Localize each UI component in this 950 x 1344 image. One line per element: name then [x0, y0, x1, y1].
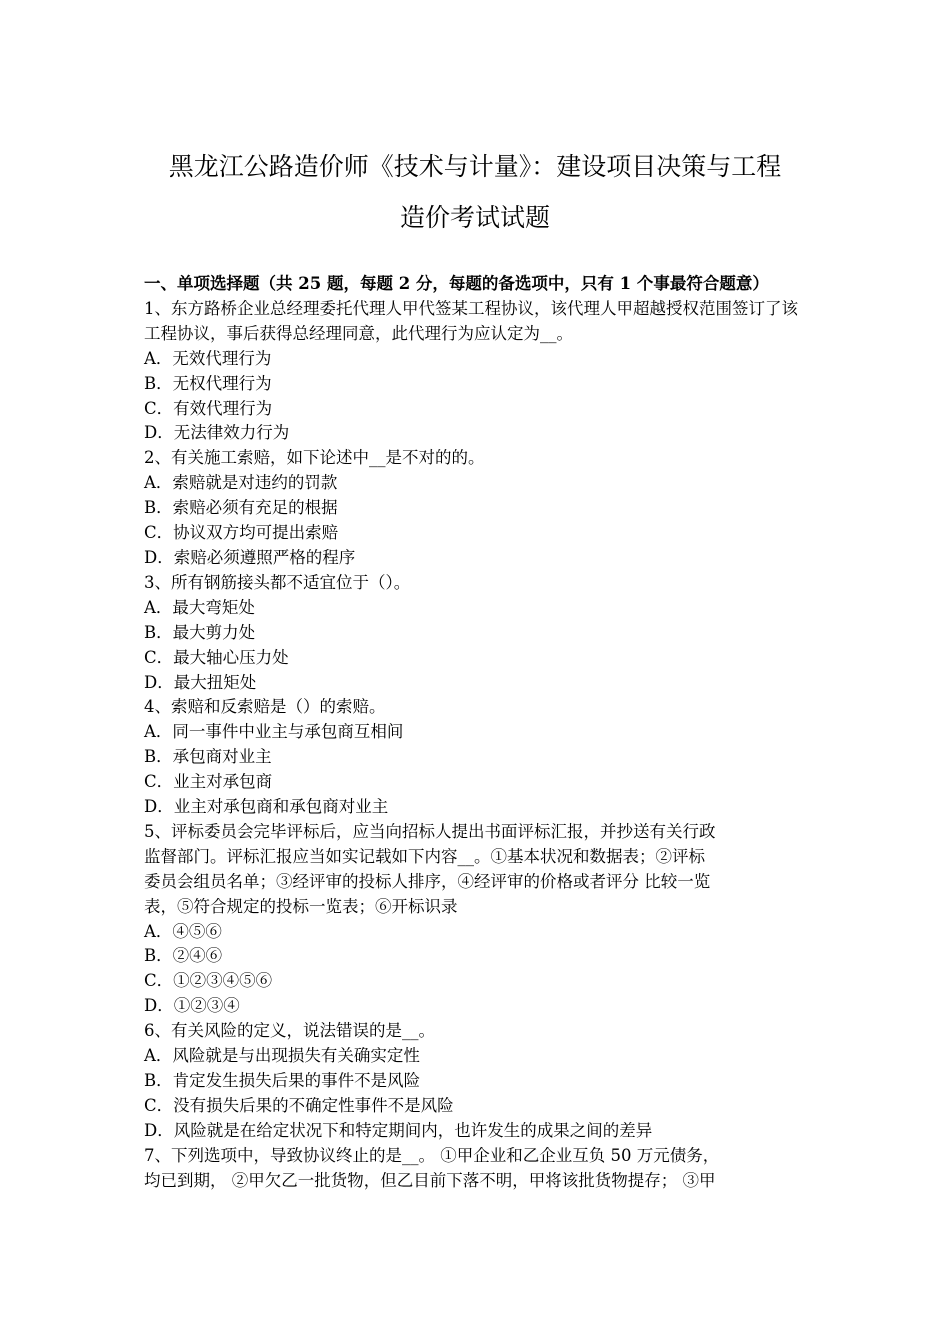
- question-6-option-d: D．风险就是在给定状况下和特定期间内，也许发生的成果之间的差异: [144, 1120, 653, 1140]
- question-6-option-c: C．没有损失后果的不确定性事件不是风险: [144, 1095, 454, 1115]
- question-6-option-b: B．肯定发生损失后果的事件不是风险: [144, 1071, 421, 1090]
- question-3-option-c: C．最大轴心压力处: [144, 647, 289, 667]
- question-4-option-a: A．同一事件中业主与承包商互相间: [144, 722, 404, 742]
- question-4-stem: 4、索赔和反索赔是（）的索赔。: [144, 697, 386, 717]
- question-1-stem: 1、东方路桥企业总经理委托代理人甲代签某工程协议，该代理人甲超越授权范围签订了该工程协议，事后获得总经理同意，此代理行为应认定为__。: [144, 298, 798, 343]
- question-2-option-a: A．索赔就是对违约的罚款: [144, 473, 338, 493]
- question-1-option-c: C．有效代理行为: [144, 398, 273, 418]
- question-5-stem-line-4: 表，⑤符合规定的投标一览表；⑥开标识录: [144, 896, 458, 916]
- question-5-stem-line-1: 5、评标委员会完毕评标后，应当向招标人提出书面评标汇报，并抄送有关行政: [144, 821, 716, 841]
- question-5-stem-line-3: 委员会组员名单；③经评审的投标人排序，④经评审的价格或者评分 比较一览: [144, 871, 711, 891]
- question-7-stem-line-1: 7、下列选项中，导致协议终止的是__。 ①甲企业和乙企业互负 50 万元债务，: [144, 1145, 720, 1165]
- question-6-option-a: A．风险就是与出现损失有关确实定性: [144, 1046, 420, 1066]
- question-5-stem-line-2: 监督部门。评标汇报应当如实记载如下内容__。①基本状况和数据表；②评标: [144, 846, 705, 866]
- question-2-option-d: D．索赔必须遵照严格的程序: [144, 547, 356, 567]
- question-3-stem: 3、所有钢筋接头都不适宜位于（）。: [144, 572, 411, 592]
- question-5-option-a: A．④⑤⑥: [144, 921, 222, 941]
- question-5-option-b: B．②④⑥: [144, 946, 223, 966]
- question-5-option-d: D．①②③④: [144, 996, 240, 1016]
- document-title-line-2: 造价考试试题: [399, 203, 550, 232]
- document-title-line-1: 黑龙江公路造价师《技术与计量》：建设项目决策与工程: [168, 152, 782, 181]
- question-4-option-c: C．业主对承包商: [144, 772, 273, 792]
- document-body: [144, 272, 810, 1194]
- question-4-option-d: D．业主对承包商和承包商对业主: [144, 797, 389, 817]
- question-1-option-a: A．无效代理行为: [144, 348, 272, 368]
- question-3-option-b: B．最大剪力处: [144, 622, 256, 642]
- question-2-option-c: C．协议双方均可提出索赔: [144, 523, 339, 543]
- question-1-option-d: D．无法律效力行为: [144, 423, 290, 443]
- question-2-stem: 2、有关施工索赔，如下论述中__是不对的的。: [144, 448, 485, 468]
- question-5-option-c: C．①②③④⑤⑥: [144, 971, 273, 991]
- question-6-stem: 6、有关风险的定义，说法错误的是__。: [144, 1021, 435, 1041]
- question-2-option-b: B．索赔必须有充足的根据: [144, 498, 338, 518]
- question-7-stem-line-2: 均已到期， ②甲欠乙一批货物，但乙目前下落不明，甲将该批货物提存； ③甲: [144, 1170, 716, 1190]
- question-1-option-b: B．无权代理行为: [144, 373, 272, 393]
- question-3-option-d: D．最大扭矩处: [144, 672, 257, 692]
- section-heading: 一、单项选择题（共 25 题，每题 2 分，每题的备选项中，只有 1 个事最符合题意）: [144, 274, 769, 293]
- question-3-option-a: A．最大弯矩处: [144, 597, 255, 617]
- question-4-option-b: B．承包商对业主: [144, 747, 272, 767]
